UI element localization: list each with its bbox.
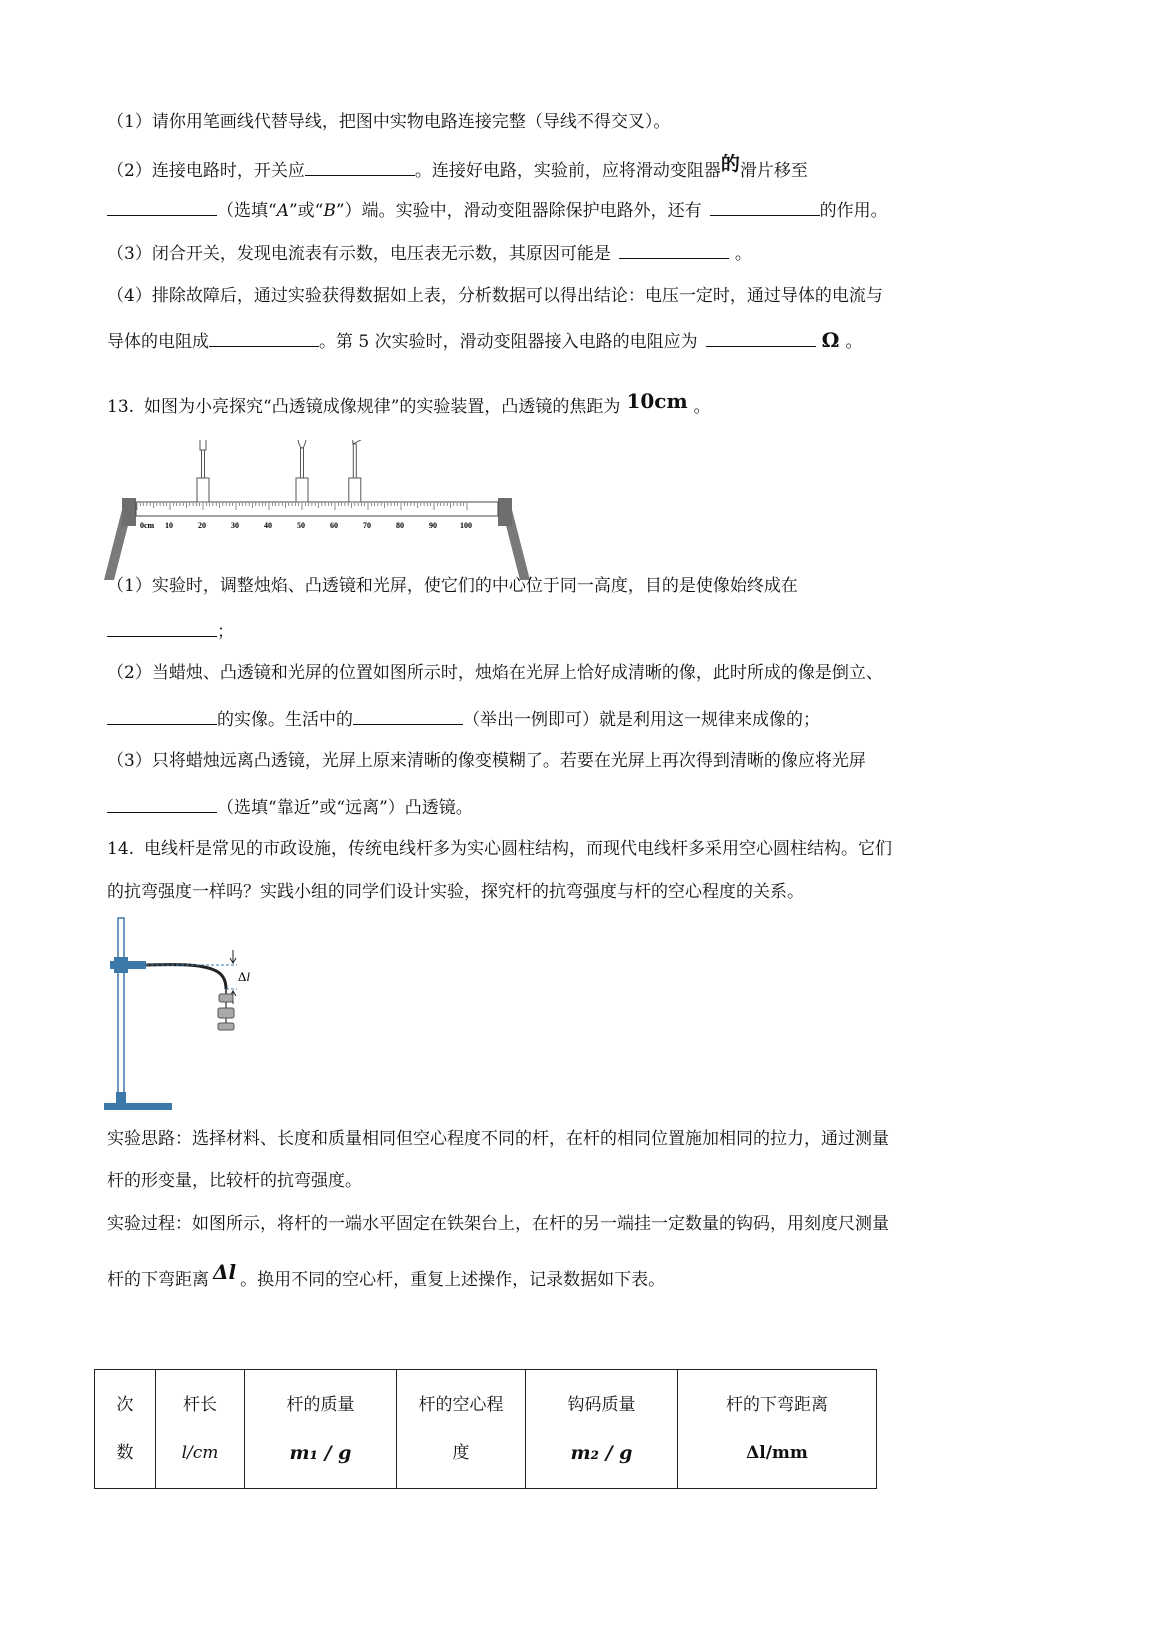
clamp-arm (128, 961, 146, 969)
ruler-label: 20 (198, 521, 206, 530)
q12-part2-text-b: 。连接好电路，实验前，应将滑动变阻器 (414, 161, 721, 181)
header-rod-mass-line2: m₁ / g (289, 1442, 352, 1464)
candle-post (202, 450, 205, 478)
candle-holder (197, 478, 209, 502)
ruler-label: 30 (231, 521, 239, 530)
q12-relation-blank[interactable] (209, 328, 319, 347)
ruler-zero-label: 0cm (140, 521, 155, 530)
q12-part4-line2 (107, 328, 862, 354)
header-deflection (678, 1370, 877, 1489)
q12-part2-text-e: （选填“ (217, 201, 277, 221)
q14-data-table (94, 1369, 877, 1489)
iron-stand-figure (100, 912, 300, 1122)
down-arrow-icon (230, 950, 236, 963)
ruler-label: 70 (363, 521, 371, 530)
q13-part1-line2 (107, 618, 234, 644)
q14-text1: 电线杆是常见的市政设施，传统电线杆多为实心圆柱结构，而现代电线杆多采用空心圆柱结构。它们 (144, 839, 893, 859)
ruler-label: 80 (396, 521, 404, 530)
ruler-label: 90 (429, 521, 437, 530)
q12-reason-blank[interactable] (619, 240, 729, 259)
header-length-line1: 杆长 (183, 1395, 217, 1415)
q13-image-size-blank[interactable] (107, 706, 217, 725)
q12-part2-text-d: 滑片移至 (739, 161, 808, 181)
candle (197, 440, 209, 502)
ruler-label: 40 (264, 521, 272, 530)
q12-part4-line1: （4）排除故障后，通过实验获得数据如上表，分析数据可以得出结论：电压一定时，通过导体的电流与 (107, 286, 883, 306)
ruler-label: 100 (460, 521, 472, 530)
q14-stem-line1 (107, 837, 892, 861)
hook-weight-top (219, 994, 233, 1002)
header-trial-line2: 数 (116, 1443, 134, 1463)
q13-stem (107, 389, 711, 419)
q14-process-text-b: 。换用不同的空心杆，重复上述操作，记录数据如下表。 (240, 1270, 666, 1290)
ruler-label: 50 (297, 521, 305, 530)
q13-focal-length: 10cm (626, 389, 688, 413)
ruler-labels (140, 521, 472, 530)
header-hook-mass-line2: m₂ / g (570, 1442, 633, 1464)
delta-l-label: Δl (238, 969, 250, 984)
q12-part2-text-f: ”或“ (288, 201, 324, 221)
lens-post (301, 448, 304, 478)
q13-direction-blank[interactable] (107, 794, 217, 813)
candle-body (200, 440, 206, 450)
header-deflection-line2: Δl/mm (746, 1443, 808, 1463)
q12-end-b: B (323, 201, 336, 221)
q13-part3-line1: （3）只将蜡烛远离凸透镜，光屏上原来清晰的像变模糊了。若要在光屏上再次得到清晰的像应将光屏 (107, 751, 866, 771)
q14-process-line2 (107, 1260, 666, 1292)
q14-delta-l-symbol: Δl (213, 1260, 237, 1284)
header-hollowness-line2: 度 (452, 1443, 470, 1463)
q12-part2-text-h: 的作用。 (819, 201, 888, 221)
header-trial-line1: 次 (116, 1395, 134, 1415)
q12-part3-text: （3）闭合开关，发现电流表有示数，电压表无示数，其原因可能是 (107, 244, 611, 264)
q13-stem-end: 。 (693, 397, 711, 417)
q13-part3-line2 (107, 794, 473, 820)
q12-part1: （1）请你用笔画线代替导线，把图中实物电路连接完整（导线不得交叉）。 (107, 112, 671, 132)
header-length (156, 1370, 245, 1489)
ruler-label: 10 (165, 521, 173, 530)
q12-role-blank[interactable] (710, 197, 820, 216)
bench-right-clamp (498, 498, 512, 526)
screen-panel (353, 440, 361, 444)
q13-number: 13. (107, 397, 135, 417)
header-rod-mass-line1: 杆的质量 (286, 1395, 355, 1415)
q12-part4-end: 。 (845, 332, 863, 352)
stand-rod (118, 918, 124, 1100)
bent-rod (146, 965, 226, 989)
q13-text: 如图为小亮探究“凸透镜成像规律”的实验装置，凸透镜的焦距为 (144, 397, 621, 417)
q14-process-line1: 实验过程：如图所示，将杆的一端水平固定在铁架台上，在杆的另一端挂一定数量的钩码，用刻度尺测量 (107, 1214, 889, 1234)
ruler-label: 60 (330, 521, 338, 530)
q14-idea-line2: 杆的形变量，比较杆的抗弯强度。 (107, 1171, 362, 1191)
q12-part2-text-g: ”）端。实验中，滑动变阻器除保护电路外，还有 (335, 201, 702, 221)
screen-post (353, 444, 356, 478)
header-length-line2: l/cm (181, 1443, 219, 1463)
q12-part4-text-b: 导体的电阻成 (107, 332, 209, 352)
q13-image-position-blank[interactable] (107, 618, 217, 637)
header-rod-mass (245, 1370, 397, 1489)
q14-stem-line2: 的抗弯强度一样吗？实践小组的同学们设计实验，探究杆的抗弯强度与杆的空心程度的关系。 (107, 882, 804, 902)
q12-part3-end: 。 (734, 244, 752, 264)
q12-part3 (107, 240, 752, 266)
q12-part2-line2 (107, 197, 888, 223)
stand-rod-foot (116, 1092, 126, 1104)
hook-weight-base (218, 1023, 234, 1030)
table-header-row (95, 1370, 877, 1489)
q12-part4-text-c: 。第 5 次实验时，滑动变阻器接入电路的电阻应为 (319, 332, 698, 352)
q13-part2-text-b: 的实像。生活中的 (217, 710, 353, 730)
optical-bench-figure (100, 440, 540, 590)
q12-end-a: A (276, 201, 289, 221)
q14-idea-line1: 实验思路：选择材料、长度和质量相同但空心程度不同的杆，在杆的相同位置施加相同的拉力，通过测量 (107, 1129, 889, 1149)
q13-part2-text-c: （举出一例即可）就是利用这一规律来成像的； (463, 710, 820, 730)
header-hollowness (397, 1370, 526, 1489)
q13-part2-line1: （2）当蜡烛、凸透镜和光屏的位置如图所示时，烛焰在光屏上恰好成清晰的像，此时所成的像是倒立、 (107, 663, 883, 683)
q13-part3-text-b: （选填“靠近”或“远离”）凸透镜。 (217, 798, 473, 818)
light-screen (349, 440, 361, 502)
header-trial (95, 1370, 156, 1489)
header-hook-mass (526, 1370, 678, 1489)
q13-part1-line1: （1）实验时，调整烛焰、凸透镜和光屏，使它们的中心位于同一高度，目的是使像始终成在 (107, 576, 798, 596)
header-hook-mass-line1: 钩码质量 (567, 1395, 636, 1415)
lens-glass (297, 440, 307, 448)
q12-end-blank[interactable] (107, 197, 217, 216)
q12-resistance-blank[interactable] (706, 328, 816, 347)
q12-switch-blank[interactable] (305, 157, 415, 176)
hook-weight-bottom (218, 1008, 234, 1018)
screen-holder (349, 478, 361, 502)
q13-application-blank[interactable] (353, 706, 463, 725)
q13-part1-end: ； (217, 622, 234, 642)
stand-base (104, 1103, 172, 1110)
q12-ohm-symbol: Ω (821, 328, 840, 352)
header-deflection-line1: 杆的下弯距离 (726, 1395, 828, 1415)
q14-process-text-a: 杆的下弯距离 (107, 1270, 209, 1290)
clamp-screw (110, 961, 116, 969)
bench-left-clamp (122, 498, 136, 526)
q12-part2-de: 的 (720, 153, 740, 175)
q13-part2-line2 (107, 706, 820, 732)
q14-number: 14. (107, 839, 135, 859)
q12-part2-line1 (107, 153, 808, 183)
header-hollowness-line1: 杆的空心程 (418, 1395, 504, 1415)
lens-holder (296, 478, 308, 502)
stand-clamp (114, 957, 128, 973)
convex-lens (296, 440, 308, 502)
q12-part2-text-a: （2）连接电路时，开关应 (107, 161, 305, 181)
